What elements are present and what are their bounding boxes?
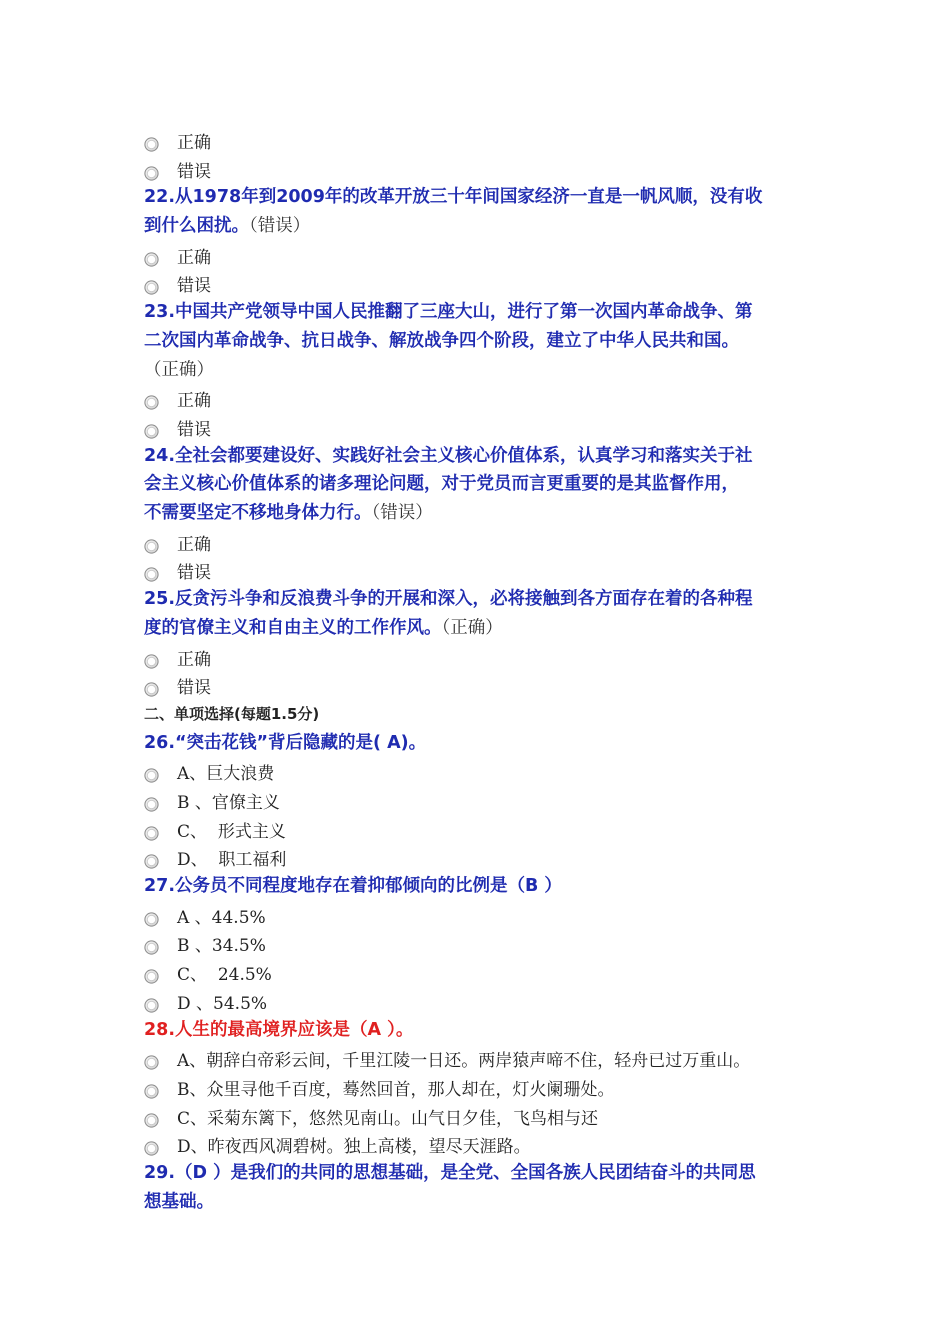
radio-button-icon[interactable]	[144, 991, 159, 1006]
answer-option[interactable]	[144, 384, 824, 413]
option-label: 错误	[177, 419, 211, 440]
option-label: C、 形式主义	[177, 821, 286, 842]
radio-button-icon[interactable]	[144, 675, 159, 690]
answer-key: （正确）	[441, 617, 503, 638]
option-label: B 、34.5%	[177, 936, 266, 957]
option-label: 正确	[177, 649, 211, 670]
question-line: 24.全社会都要建设好、实践好社会主义核心价值体系，认真学习和落实关于社	[144, 445, 753, 466]
answer-option[interactable]	[144, 958, 824, 987]
radio-button-icon[interactable]	[144, 761, 159, 776]
radio-button-icon[interactable]	[144, 1048, 159, 1063]
answer-option[interactable]	[144, 1130, 824, 1159]
answer-option[interactable]	[144, 815, 824, 844]
radio-button-icon[interactable]	[144, 532, 159, 547]
option-label: 错误	[177, 276, 211, 297]
radio-button-icon[interactable]	[144, 130, 159, 145]
radio-button-icon[interactable]	[144, 1077, 159, 1092]
section-heading: 二、单项选择(每题1.5分)	[144, 704, 320, 723]
radio-button-icon[interactable]	[144, 245, 159, 260]
question-line: 度的官僚主义和自由主义的工作作风。	[144, 617, 442, 638]
option-label: 错误	[177, 161, 211, 182]
radio-button-icon[interactable]	[144, 819, 159, 834]
question-line: 28.人生的最高境界应该是（A ）。	[144, 1019, 414, 1040]
answer-option[interactable]	[144, 1102, 824, 1131]
radio-button-icon[interactable]	[144, 962, 159, 977]
answer-option[interactable]	[144, 929, 824, 958]
radio-button-icon[interactable]	[144, 905, 159, 920]
radio-button-icon[interactable]	[144, 647, 159, 662]
question-text	[144, 729, 824, 758]
answer-option[interactable]	[144, 757, 824, 786]
question-line: 22.从1978年到2009年的改革开放三十年间国家经济一直是一帆风顺，没有收	[144, 187, 763, 208]
question-line: 会主义核心价值体系的诸多理论问题，对于党员而言更重要的是其监督作用，	[144, 474, 739, 495]
option-label: D、昨夜西风凋碧树。独上高楼，望尽天涯路。	[177, 1137, 531, 1158]
radio-button-icon[interactable]	[144, 790, 159, 805]
answer-option[interactable]	[144, 1073, 824, 1102]
answer-option[interactable]	[144, 269, 824, 298]
question-line: 想基础。	[144, 1191, 214, 1212]
question-text	[144, 442, 824, 528]
question-line: 27.公务员不同程度地存在着抑郁倾向的比例是（B ）	[144, 876, 562, 897]
option-label: D、 职工福利	[177, 850, 287, 871]
answer-option[interactable]	[144, 1044, 824, 1073]
answer-option[interactable]	[144, 413, 824, 442]
question-line: 到什么困扰。	[144, 216, 249, 237]
question-line: 26.“突击花钱”背后隐藏的是( A)。	[144, 732, 427, 753]
answer-option[interactable]	[144, 843, 824, 872]
option-label: D 、54.5%	[177, 993, 268, 1014]
answer-key: （错误）	[371, 503, 433, 524]
option-label: 正确	[177, 534, 211, 555]
answer-key: （正确）	[144, 359, 214, 380]
answer-option[interactable]	[144, 155, 824, 184]
quiz-page	[144, 126, 824, 1216]
option-label: C、采菊东篱下，悠然见南山。山气日夕佳，飞鸟相与还	[177, 1108, 599, 1129]
question-text	[144, 183, 824, 240]
option-label: B、众里寻他千百度，蓦然回首，那人却在，灯火阑珊处。	[177, 1079, 615, 1100]
answer-option[interactable]	[144, 556, 824, 585]
question-line: 29.（D ）是我们的共同的思想基础，是全党、全国各族人民团结奋斗的共同思	[144, 1162, 756, 1183]
radio-button-icon[interactable]	[144, 1134, 159, 1149]
radio-button-icon[interactable]	[144, 1106, 159, 1121]
option-label: 正确	[177, 391, 211, 412]
option-label: A 、44.5%	[177, 907, 266, 928]
question-text	[144, 298, 824, 384]
radio-button-icon[interactable]	[144, 388, 159, 403]
option-label: 错误	[177, 563, 211, 584]
option-label: B 、官僚主义	[177, 793, 280, 813]
radio-button-icon[interactable]	[144, 159, 159, 174]
option-label: 错误	[177, 678, 211, 699]
answer-option[interactable]	[144, 126, 824, 155]
question-text	[144, 1159, 824, 1216]
question-line: 不需要坚定不移地身体力行。	[144, 503, 372, 524]
question-text	[144, 585, 824, 642]
option-label: 正确	[177, 133, 211, 153]
radio-button-icon[interactable]	[144, 560, 159, 575]
answer-option[interactable]	[144, 241, 824, 270]
option-label: A、巨大浪费	[177, 764, 275, 785]
radio-button-icon[interactable]	[144, 847, 159, 862]
question-line: 二次国内革命战争、抗日战争、解放战争四个阶段，建立了中华人民共和国。	[144, 330, 739, 351]
question-line: 23.中国共产党领导中国人民推翻了三座大山，进行了第一次国内革命战争、第	[144, 302, 753, 323]
option-label: 正确	[177, 247, 211, 268]
answer-option[interactable]	[144, 987, 824, 1016]
option-label: A、朝辞白帝彩云间，千里江陵一日还。两岸猿声啼不住，轻舟已过万重山。	[177, 1051, 751, 1072]
answer-option[interactable]	[144, 643, 824, 672]
radio-button-icon[interactable]	[144, 273, 159, 288]
question-line: 25.反贪污斗争和反浪费斗争的开展和深入，必将接触到各方面存在着的各种程	[144, 589, 753, 610]
answer-option[interactable]	[144, 671, 824, 700]
answer-option[interactable]	[144, 901, 824, 930]
option-label: C、 24.5%	[177, 965, 272, 986]
radio-button-icon[interactable]	[144, 933, 159, 948]
answer-option[interactable]	[144, 528, 824, 557]
answer-option[interactable]	[144, 786, 824, 815]
radio-button-icon[interactable]	[144, 417, 159, 432]
answer-key: （错误）	[249, 216, 311, 237]
